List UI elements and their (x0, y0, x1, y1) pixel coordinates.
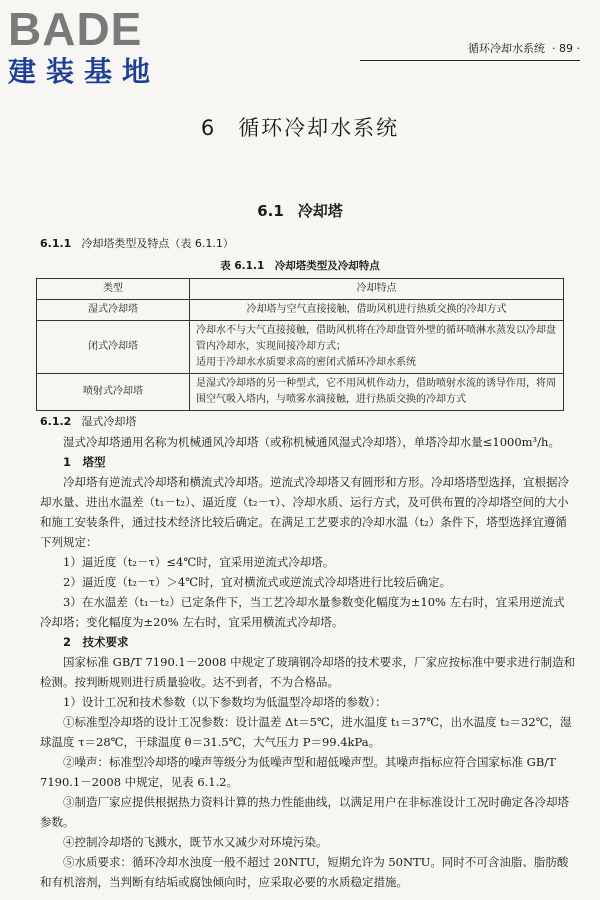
table-cell-feature (190, 300, 564, 321)
paragraph: 1）设计工况和技术参数（以下参数均为低温型冷却塔的参数）： (63, 695, 387, 709)
paragraph: 1）逼近度（t₂－τ）≤4℃时，宜采用逆流式冷却塔。 (63, 555, 335, 569)
paragraph: ①标准型冷却塔的设计工况参数：设计温差 Δt＝5℃，进水温度 t₁＝37℃，出水温度 t₂＝32℃，湿球温度 τ＝28℃，干球温度 θ＝31.5℃，大气压力 P＝99.4kPa。 (40, 715, 572, 749)
paragraph: 湿式冷却塔通用名称为机械通风冷却塔（或称机械通风湿式冷却塔），单塔冷却水量≤1000m³/h。 (63, 435, 560, 449)
section-number: 6.1 (257, 202, 284, 220)
table-cell-line: 适用于冷却水水质要求高的密闭式循环冷却水系统 (196, 357, 416, 368)
logo-wordmark: BADE (8, 3, 143, 55)
heading-6-1-1-text: 冷却塔类型及特点（表 6.1.1） (81, 237, 234, 250)
paragraph: ②噪声：标准型冷却塔的噪声等级分为低噪声型和超低噪声型。其噪声指标应符合国家标准 GB/T 7190.1－2008 中规定，见表 6.1.2。 (40, 755, 556, 789)
heading-6-1-1 (40, 234, 576, 254)
heading-6-1-1-number: 6.1.1 (40, 237, 72, 250)
section-title (0, 200, 600, 221)
table-caption: 表 6.1.1 冷却塔类型及冷却特点 (220, 260, 380, 272)
paragraph: 2）逼近度（t₂－τ）＞4℃时，宜对横流式或逆流式冷却塔进行比较后确定。 (63, 575, 452, 589)
page-number: · 89 · (552, 42, 580, 55)
logo-chinese: 建装基地 (8, 55, 161, 88)
chapter-title (0, 112, 600, 142)
heading-6-1-2 (40, 412, 576, 432)
heading-6-1-2-text: 湿式冷却塔 (81, 415, 137, 428)
table-cell-line: 是湿式冷却塔的另一种型式，它不用风机作动力，借助喷射水流的诱导作用，将周围空气吸入塔内，与喷雾水滴接触，进行热质交换的冷却方式 (196, 378, 556, 405)
table-row (37, 374, 564, 411)
subheading-tower-type: 1 塔型 (63, 455, 106, 469)
chapter-number: 6 (200, 116, 217, 140)
section-title-text: 冷却塔 (297, 202, 343, 220)
table-header-type: 类型 (37, 279, 190, 300)
table-header-row (37, 279, 564, 300)
subheading-technical-requirements: 2 技术要求 (63, 635, 129, 649)
body-text (40, 432, 576, 892)
chapter-title-text: 循环冷却水系统 (238, 116, 400, 140)
table-row (37, 300, 564, 321)
table-cell-type: 闭式冷却塔 (37, 321, 190, 374)
logo (8, 3, 178, 88)
cooling-tower-table (36, 278, 564, 411)
paragraph: 3）在水温差（t₁－t₂）已定条件下，当工艺冷却水量参数变化幅度为±10% 左右时，宜采用逆流式冷却塔；变化幅度为±20% 左右时，宜采用横流式冷却塔。 (40, 595, 565, 629)
paragraph: ③制造厂家应提供根据热力资料计算的热力性能曲线，以满足用户在非标准设计工况时确定各冷却塔参数。 (40, 795, 569, 829)
running-head (360, 40, 580, 61)
running-head-title: 循环冷却水系统 (468, 42, 546, 55)
table-header-feature: 冷却特点 (190, 279, 564, 300)
paragraph: ⑤水质要求：循环冷却水浊度一般不超过 20NTU，短期允许为 50NTU。同时不可含油脂、脂肪酸和有机溶剂，当判断有结垢或腐蚀倾向时，应采取必要的水质稳定措施。 (40, 855, 569, 889)
table-cell-feature (190, 321, 564, 374)
table-cell-line: 冷却塔与空气直接接触，借助风机进行热质交换的冷却方式 (246, 304, 507, 315)
table-cell-line: 冷却水不与大气直接接触，借助风机将在冷却盘管外壁的循环喷淋水蒸发以冷却盘管内冷却水，实现间接冷却方式； (196, 325, 556, 352)
table-row (37, 321, 564, 374)
table-cell-type: 喷射式冷却塔 (37, 374, 190, 411)
heading-6-1-2-number: 6.1.2 (40, 415, 72, 428)
paragraph: 冷却塔有逆流式冷却塔和横流式冷却塔。逆流式冷却塔又有圆形和方形。冷却塔塔型选择，宜根据冷却水量、进出水温差（t₁－t₂）、逼近度（t₂－τ）、冷却水质、运行方式，及可供布置的冷却塔空间的大小和施工安装条件，通过技术经济比较后确定。在满足工艺要求的冷却水温（t₂）条件下，塔型选择宜遵循下列规定： (40, 475, 569, 549)
table-cell-type: 湿式冷却塔 (37, 300, 190, 321)
table-cell-feature (190, 374, 564, 411)
paragraph: 国家标准 GB/T 7190.1－2008 中规定了玻璃钢冷却塔的技术要求，厂家应按标准中要求进行制造和检测。按判断规则进行质量验收。达不到者，不为合格品。 (40, 655, 576, 689)
paragraph: ④控制冷却塔的飞溅水，既节水又减少对环境污染。 (63, 835, 328, 849)
